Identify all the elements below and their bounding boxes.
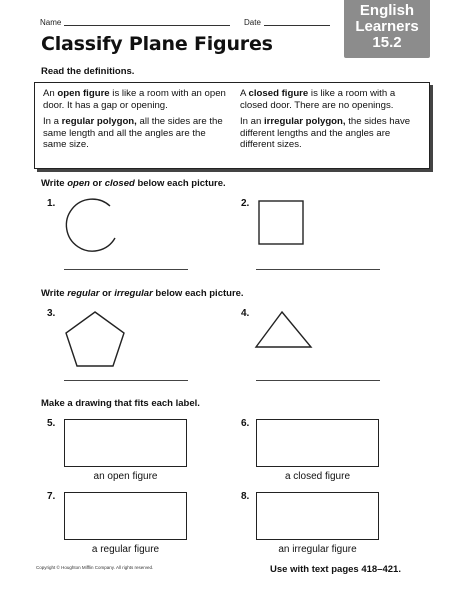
item-number-4: 4. [241,308,250,319]
item-number-5: 5. [47,418,56,429]
regular-polygon-term: regular polygon, [61,116,137,127]
triangle-icon [254,310,314,350]
badge-line-1: English [359,2,415,19]
read-instruction: Read the definitions. [41,66,135,77]
name-line[interactable] [64,25,230,26]
irregular-polygon-term: irregular polygon, [264,116,346,127]
pentagon-icon [64,310,128,368]
item-number-2: 2. [241,198,250,209]
item-number-8: 8. [241,491,250,502]
item-number-1: 1. [47,198,56,209]
regular-polygon-definition: In a regular polygon, all the sides are the same length and all the angles are the same size. [43,116,223,150]
drawing-box-5[interactable] [64,419,187,467]
closed-figure-term: closed figure [248,88,309,99]
caption-irregular-figure: an irregular figure [278,544,357,555]
copyright-notice: Copyright © Houghton Mifflin Company. All rights reserved. [36,565,154,570]
drawing-box-6[interactable] [256,419,379,467]
answer-line-1[interactable] [64,269,188,270]
caption-open-figure: an open figure [93,471,158,482]
open-figure-term: open figure [57,88,110,99]
answer-line-4[interactable] [256,380,380,381]
definitions-left-column [43,88,229,156]
open-figure-definition: An open figure is like a room with an open door. It has a gap or opening. [43,88,226,111]
section3-instruction: Make a drawing that fits each label. [41,398,200,409]
drawing-box-7[interactable] [64,492,187,540]
answer-line-3[interactable] [64,380,188,381]
item-number-3: 3. [47,308,56,319]
date-label: Date [244,18,261,27]
section2-instruction: Write regular or irregular below each picture. [41,288,244,299]
section1-instruction: Write open or closed below each picture. [41,178,226,189]
badge-line-2: Learners [355,18,419,35]
date-line[interactable] [264,25,330,26]
answer-line-2[interactable] [256,269,380,270]
english-learners-badge [344,0,430,58]
closed-figure-definition: A closed figure is like a room with a closed door. There are no openings. [240,88,396,111]
badge-line-3: 15.2 [372,34,402,51]
caption-closed-figure: a closed figure [284,471,351,482]
square-icon [258,200,304,246]
definitions-right-column [240,88,422,156]
item-number-6: 6. [241,418,250,429]
irregular-polygon-definition: In an irregular polygon, the sides have different lengths and the angles are different sizes. [240,116,411,150]
item-number-7: 7. [47,491,56,502]
caption-regular-figure: a regular figure [91,544,160,555]
drawing-box-8[interactable] [256,492,379,540]
name-label: Name [40,18,62,27]
definitions-box [34,82,430,169]
text-pages-reference: Use with text pages 418–421. [270,564,401,575]
page-title: Classify Plane Figures [41,33,273,55]
open-circle-arc-icon [60,198,120,258]
